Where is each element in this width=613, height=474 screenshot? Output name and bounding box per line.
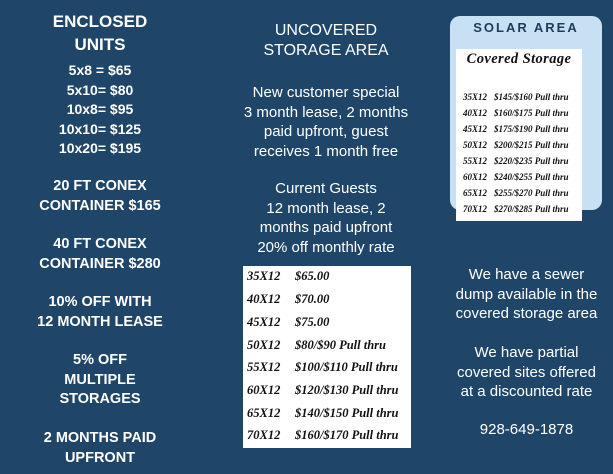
price-cell: $200/$215 Pull thru (494, 140, 569, 150)
size-cell: 60X12 (463, 172, 488, 182)
enclosed-price-list (0, 61, 200, 159)
size-cell: 35X12 (247, 269, 281, 283)
multiple-storages-discount (0, 351, 200, 410)
price-cell: $220/$235 Pull thru (494, 156, 569, 166)
table-row (247, 269, 329, 284)
conex-40-line1: 40 FT CONEX (53, 236, 147, 252)
price-cell: $80/$90 Pull thru (295, 338, 386, 352)
partial-covered-info (440, 343, 613, 402)
price-item: 10x20= $195 (58, 140, 142, 157)
table-row (463, 156, 569, 166)
table-row (463, 92, 569, 102)
conex-40-line2: CONTAINER $280 (39, 255, 161, 272)
guest-line: 12 month lease, 2 (266, 199, 386, 217)
price-item: 10x8= $95 (66, 101, 134, 118)
partial-line: covered sites offered (457, 363, 596, 381)
conex-20-line1: 20 FT CONEX (53, 178, 147, 194)
price-cell: $70.00 (295, 292, 330, 306)
size-cell: 45X12 (247, 315, 281, 329)
size-cell: 60X12 (247, 383, 281, 397)
solar-area-title: SOLAR AREA (473, 20, 579, 35)
price-cell: $175/$190 Pull thru (494, 124, 569, 134)
size-cell: 55X12 (247, 360, 281, 374)
size-cell: 50X12 (463, 140, 488, 150)
uncovered-price-table (243, 266, 411, 448)
table-row (247, 360, 398, 375)
table-row (463, 204, 569, 214)
size-cell: 65X12 (247, 406, 281, 420)
table-row (247, 315, 329, 330)
size-cell: 65X12 (463, 188, 488, 198)
multi-line3: STORAGES (59, 391, 141, 407)
price-cell: $160/$170 Pull thru (295, 428, 399, 442)
guest-line: months paid upfront (259, 219, 393, 236)
table-row (247, 338, 386, 353)
table-row (463, 124, 569, 134)
table-row (247, 406, 399, 421)
conex-40-offer (0, 235, 200, 274)
special-line: New customer special (252, 84, 400, 101)
multi-line1: 5% OFF (73, 352, 127, 368)
table-row (247, 383, 399, 398)
lease-discount-line2: 12 MONTH LEASE (37, 313, 163, 330)
special-line: 3 month lease, 2 months (243, 103, 409, 121)
sewer-line: We have a sewer (468, 266, 585, 283)
price-cell: $65.00 (295, 269, 330, 283)
size-cell: 50X12 (247, 338, 281, 352)
lease-discount (0, 293, 200, 332)
size-cell: 70X12 (247, 428, 281, 442)
upfront-line1: 2 MONTHS PAID (43, 430, 157, 446)
price-item: 5x10= $80 (66, 81, 134, 98)
partial-line: at a discounted rate (460, 383, 593, 400)
price-cell: $255/$270 Pull thru (494, 188, 569, 198)
guest-line: Current Guests (275, 180, 377, 197)
price-item: 10x10= $125 (58, 120, 142, 137)
price-cell: $75.00 (295, 315, 330, 329)
guest-line: 20% off monthly rate (257, 238, 395, 256)
table-row (463, 108, 569, 118)
size-cell: 55X12 (463, 156, 488, 166)
table-row (463, 172, 569, 182)
price-cell: $145/$160 Pull thru (494, 92, 569, 102)
covered-storage-title: Covered Storage (466, 51, 572, 67)
multi-line2: MULTIPLE (64, 371, 136, 388)
conex-20-line2: CONTAINER $165 (39, 197, 161, 214)
upfront-line2: UPFRONT (64, 449, 136, 466)
size-cell: 40X12 (247, 292, 281, 306)
special-line: receives 1 month free (253, 142, 399, 160)
table-row (463, 140, 569, 150)
uncovered-title-line2: STORAGE AREA (263, 41, 389, 59)
conex-20-offer (0, 177, 200, 216)
special-line: paid upfront, guest (263, 123, 389, 140)
price-item: 5x8 = $65 (68, 62, 132, 78)
enclosed-title-line2: UNITS (74, 35, 126, 54)
solar-area-card (450, 16, 602, 214)
price-cell: $120/$130 Pull thru (295, 383, 399, 397)
price-cell: $140/$150 Pull thru (295, 406, 399, 420)
size-cell: 40X12 (463, 108, 488, 118)
size-cell: 45X12 (463, 124, 488, 134)
partial-line: We have partial (474, 344, 579, 361)
enclosed-units-title (0, 10, 200, 56)
price-cell: $100/$110 Pull thru (295, 360, 398, 374)
sewer-line: covered storage area (455, 305, 598, 322)
size-cell: 35X12 (463, 92, 488, 102)
upfront-offer (0, 429, 200, 468)
current-guests-offer (200, 179, 452, 257)
sewer-dump-info (440, 265, 613, 324)
price-cell: $160/$175 Pull thru (494, 108, 569, 118)
table-row (463, 188, 569, 198)
uncovered-title (200, 21, 452, 60)
table-row (247, 292, 329, 307)
covered-storage-table (456, 49, 582, 221)
price-cell: $240/$255 Pull thru (494, 172, 569, 182)
price-cell: $270/$285 Pull thru (494, 204, 569, 214)
phone-number[interactable]: 928-649-1878 (479, 421, 574, 438)
sewer-line: dump available in the (455, 285, 598, 303)
size-cell: 70X12 (463, 204, 488, 214)
lease-discount-line1: 10% OFF WITH (48, 294, 152, 310)
uncovered-title-line1: UNCOVERED (274, 22, 378, 39)
table-row (247, 428, 399, 443)
new-customer-special (200, 83, 452, 161)
enclosed-title-line1: ENCLOSED (52, 12, 148, 31)
